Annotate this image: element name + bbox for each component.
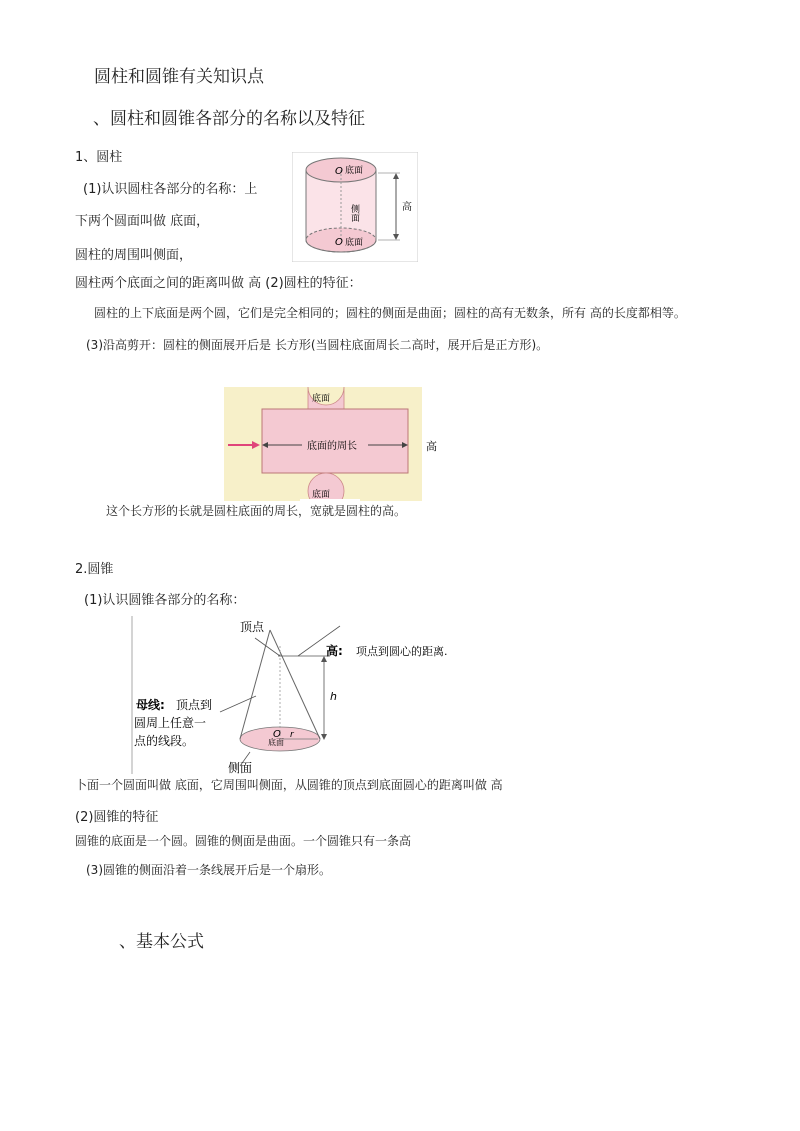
- cone-side-label: 侧面: [228, 761, 253, 775]
- cylinder-top-base-label: 底面: [345, 166, 364, 176]
- section-heading-names-features: 、圆柱和圆锥各部分的名称以及特征: [93, 109, 365, 129]
- net-bottom-base-label: 底面: [312, 490, 331, 500]
- cylinder-paragraph-line: 下两个圆面叫做 底面，: [75, 214, 210, 229]
- page-title: 圆柱和圆锥有关知识点: [94, 67, 264, 87]
- cone-generatrix-text: 顶点到: [176, 698, 213, 712]
- cone-radius-label: r: [290, 730, 294, 740]
- cylinder-top-center-label: O: [335, 166, 343, 177]
- cone-height-title: 高:: [326, 644, 343, 658]
- cone-base-label: 底面: [268, 738, 284, 747]
- net-top-base-label: 底面: [312, 394, 331, 404]
- cylinder-height-label: 高: [402, 202, 412, 213]
- cylinder-unfold-text: (3)沿高剪开：圆柱的侧面展开后是 长方形(当圆柱底面周长二高时，展开后是正方形)。: [86, 338, 549, 352]
- cone-features-text: 圆锥的底面是一个圆。圆锥的侧面是曲面。一个圆锥只有一条高: [75, 834, 412, 848]
- cone-center-label: O: [273, 729, 281, 740]
- cone-names-text: 卜面一个圆面叫做 底面，它周围叫侧面，从圆锥的顶点到底面圆心的距离叫做 高: [75, 778, 503, 792]
- cylinder-paragraph-line: 圆柱两个底面之间的距离叫做 高 (2)圆柱的特征：: [75, 276, 362, 291]
- net-height-label: 高: [426, 440, 437, 453]
- net-length-label: 底面的周长: [307, 441, 357, 452]
- cone-h-label: h: [330, 690, 337, 703]
- section-heading-formulas: 、基本公式: [119, 932, 204, 952]
- cone-features-heading: (2)圆锥的特征: [75, 810, 159, 825]
- cone-generatrix-title: 母线:: [136, 698, 165, 712]
- cylinder-paragraph-line: (1)认识圆柱各部分的名称：上: [83, 182, 258, 197]
- cone-diagram: [130, 616, 480, 776]
- cylinder-net-diagram: [200, 387, 440, 501]
- cylinder-features-text: 圆柱的上下底面是两个圆，它们是完全相同的；圆柱的侧面是曲面；圆柱的高有无数条，所有 高的长度都相等。: [94, 306, 686, 320]
- cone-heading: 2.圆锥: [75, 562, 114, 577]
- cylinder-net-caption: 这个长方形的长就是圆柱底面的周长，宽就是圆柱的高。: [106, 504, 407, 518]
- cylinder-heading: 1、圆柱: [75, 150, 123, 165]
- cone-height-desc: 项点到圆心的距离.: [356, 645, 448, 658]
- cylinder-bottom-base-label: 底面: [345, 238, 364, 248]
- cylinder-paragraph-line: 圆柱的周围叫侧面，: [75, 248, 193, 263]
- cone-generatrix-text: 点的线段。: [134, 734, 195, 748]
- cone-paragraph: (1)认识圆锥各部分的名称：: [84, 593, 246, 608]
- cone-generatrix-text: 圆周上任意一: [134, 716, 207, 730]
- cone-unfold-text: (3)圆锥的侧面沿着一条线展开后是一个扇形。: [86, 863, 331, 877]
- cone-apex-label: 顶点: [240, 620, 265, 634]
- cylinder-side-label: 侧面: [349, 204, 359, 222]
- cylinder-diagram: [292, 152, 418, 262]
- cylinder-bottom-center-label: O: [335, 237, 343, 248]
